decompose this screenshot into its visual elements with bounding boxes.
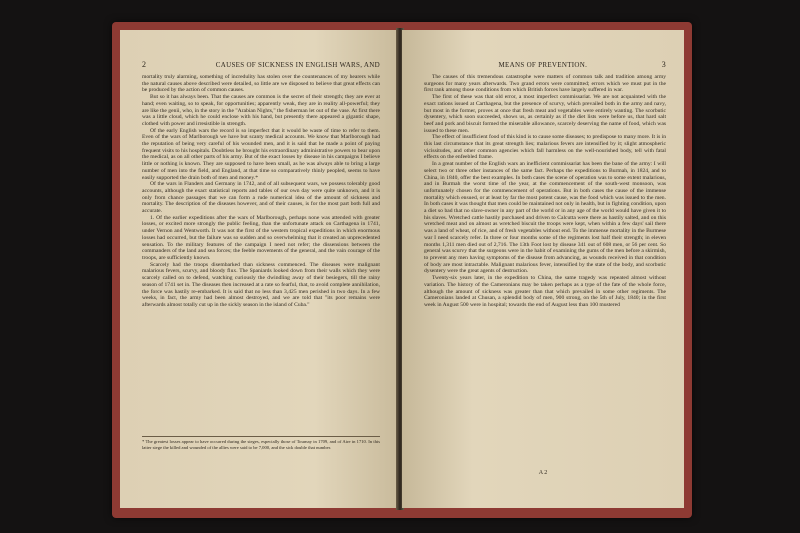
paragraph: But so it has always been. That the causes are common is the secret of their strength; they are ever at hand; even waiting, so to speak, for opportunities; apparently weak, they are in reality all-powerful; they are like the genii, who, in the story in the "Arabian Nights," the fisherman let out of the vase. At first there was a little cloud, which he could enclose with his hand, but presently there appeared a gigantic shape, clothed with power and irresistible in strength.: [142, 94, 380, 127]
paragraph: The effect of insufficient food of this kind is to cause some diseases; to predispose to many more. It is in this last circumstance that its great strength lies; malarious fevers are intensified by it; slight atmospheric vicissitudes, and other common agencies which fall harmless on the well-nourished body, tell with fatal effects on the enfeebled frame.: [424, 134, 666, 161]
right-head-title: MEANS OF PREVENTION.: [498, 61, 588, 69]
signature-mark: A 2: [538, 470, 548, 476]
paragraph: Scarcely had the troops disembarked than sickness commenced. The diseases were malignant malarious fevers, scurvy, and bloody flux. The Spaniards looked down from their walls which they were scarcely called on to defend, watching curiously the dwindling away of their besiegers, till the rainy season of 1741 set in. The diseases then increased at a rate so fearful, that, to avoid complete annihilation, the force was hastily re-embarked. It is said that no less than 3,425 men perished in two days. In a few weeks, in fact, the army had been almost destroyed, and we are told that "its poor remains were afterwards almost totally cut up in the sickly season in the island of Cuba.": [142, 261, 380, 308]
left-head-title: CAUSES OF SICKNESS IN ENGLISH WARS, AND: [215, 61, 380, 69]
paragraph: Of the wars in Flanders and Germany in 1742, and of all subsequent wars, we possess tolerably good accounts, although the exact statistical reports and tables of our own day were quite unknown, and it is only from chance passages that we can form a rude numerical idea of the amount of sickness and mortality. The description of the diseases however, and of their causes, is for the most part both full and accurate.: [142, 181, 380, 215]
paragraph: mortality truly alarming, something of incredulity has stolen over the countenances of my hearers while the natural causes above described were detailed, so little are we disposed to believe that great effects can be produced by the action of common causes.: [142, 74, 380, 94]
left-page-number: 2: [142, 60, 147, 69]
left-page-body: [142, 74, 380, 309]
footnote: * The greatest losses appear to have occurred during the sieges, especially those of Tournay in 1709, and of Aire in 1710. In this latter siege the killed and wounded of the allies were said to be 7,000, and the sick double that number.: [142, 436, 380, 450]
paragraph: Twenty-six years later, in the expedition to China, the same tragedy was repeated almost without variation. The history of the Cameronians may be taken perhaps as a type of the fate of the whole force, although the amount of sickness was greater than that which prevailed in some other regiments. The Cameronians landed at Chusan, a splendid body of men, 900 strong, on the 5th of July, 1840; in the first week in August 500 were in hospital; towards the end of August less than 100 mustered: [424, 275, 666, 308]
right-page-body: [424, 74, 666, 309]
left-running-head: [142, 60, 380, 69]
right-page-number: 3: [661, 60, 666, 69]
paragraph: In a great number of the English wars an inefficient commissariat has been the bane of the army: I will select two or three other instances of the same fact. Perhaps the expeditions to Burmah, in 1824, and to China, in 1840, offer the best examples. In both cases the scene of operation was to some extent malarious, and in Burmah the worst time of the year, at the commencement of the south-west monsoon, was unfortunately chosen for the commencement of operations. But in both cases the cause of the immense mortality which ensued, or at least by far the most potent cause, was the food which was issued to the men. In both cases it was thought that men could be maintained not only in health, but in fighting condition, upon a diet so bad that no slave-owner in any part of the world or in any age of the world would have given it to his slaves. Wretched cattle hastily purchased and driven to Calcutta were there as hastily salted, and on this wretched meat and on almost as wretched biscuit the troops were kept, when within a few days' sail there was a land of wheat, of rice, and of fresh vegetables without end. To the immense mortality in the Burmese war I need scarcely refer. In three or four months some of the regiments lost half their strength; in eleven months 1,311 men died out of 2,716. The 13th Foot lost by disease 341 out of 608 men, or 56 per cent. So general was scurvy that the surgeons were in the habit of examining the gums of the men before a skirmish, to prevent any men having symptoms of the disease from advancing, as wounds received in that condition of body are most intractable. Malignant malarious fever, intensified by the state of the body, and scorbutic dysentery were the great agents of destruction.: [424, 161, 666, 275]
paragraph: Of the early English wars the record is so imperfect that it would be waste of time to refer to them. Even of the wars of Marlborough we have but scanty medical accounts. We know that Marlborough had the reputation of being very careful of his wounded men, and it is said that he made a point of paying frequent visits to his hospitals. Doubtless he brought his extraordinary administrative powers to bear upon the medical, as on all other parts of his army. But of the exact losses by disease in his campaigns I believe little or nothing is known. They are supposed to have been small, as he was always able to bring a large number of men into the field, and England, at that time so comparatively thinly peopled, seems to have easily supported the drain both of men and money.*: [142, 127, 380, 181]
paragraph: 1. Of the earlier expeditions after the wars of Marlborough, perhaps none was attended with greater losses, or excited more strongly the public feeling, than the unfortunate attack on Carthagena in 1741, under Vernon and Wentworth. It was not the first of the western tropical expeditions in which enormous losses had occurred, but the failure was so sudden and so overwhelming that it created an unprecedented sensation. To the military features of the campaign I need not refer; the dissensions between the commanders of the land and sea forces; the feeble movements of the general, and the vain courage of the troops, are sufficiently known.: [142, 214, 380, 261]
paragraph: The first of these was that old error, a most imperfect commissariat. We are not acquainted with the exact rations issued at Carthagena, but the presence of scurvy, which prevailed both in the army and navy, but most in the former, proves at once that fresh meat and vegetables were entirely wanting. The scorbutic dysentery, which soon succeeded, shows us, as certainly as if the diet lists were before us, that hard salt beef and pork and biscuit formed the miserable allowance, scarcely deserving the name of food, which was issued to these men.: [424, 94, 666, 134]
left-page: [120, 30, 398, 508]
paragraph: The causes of this tremendous catastrophe were matters of common talk and tradition among army surgeons for many years afterwards. Two grand errors were committed; errors which we must put in the first rank among those conditions from which British forces have largely suffered in war.: [424, 74, 666, 94]
right-running-head: [424, 60, 666, 69]
right-page: [402, 30, 684, 508]
